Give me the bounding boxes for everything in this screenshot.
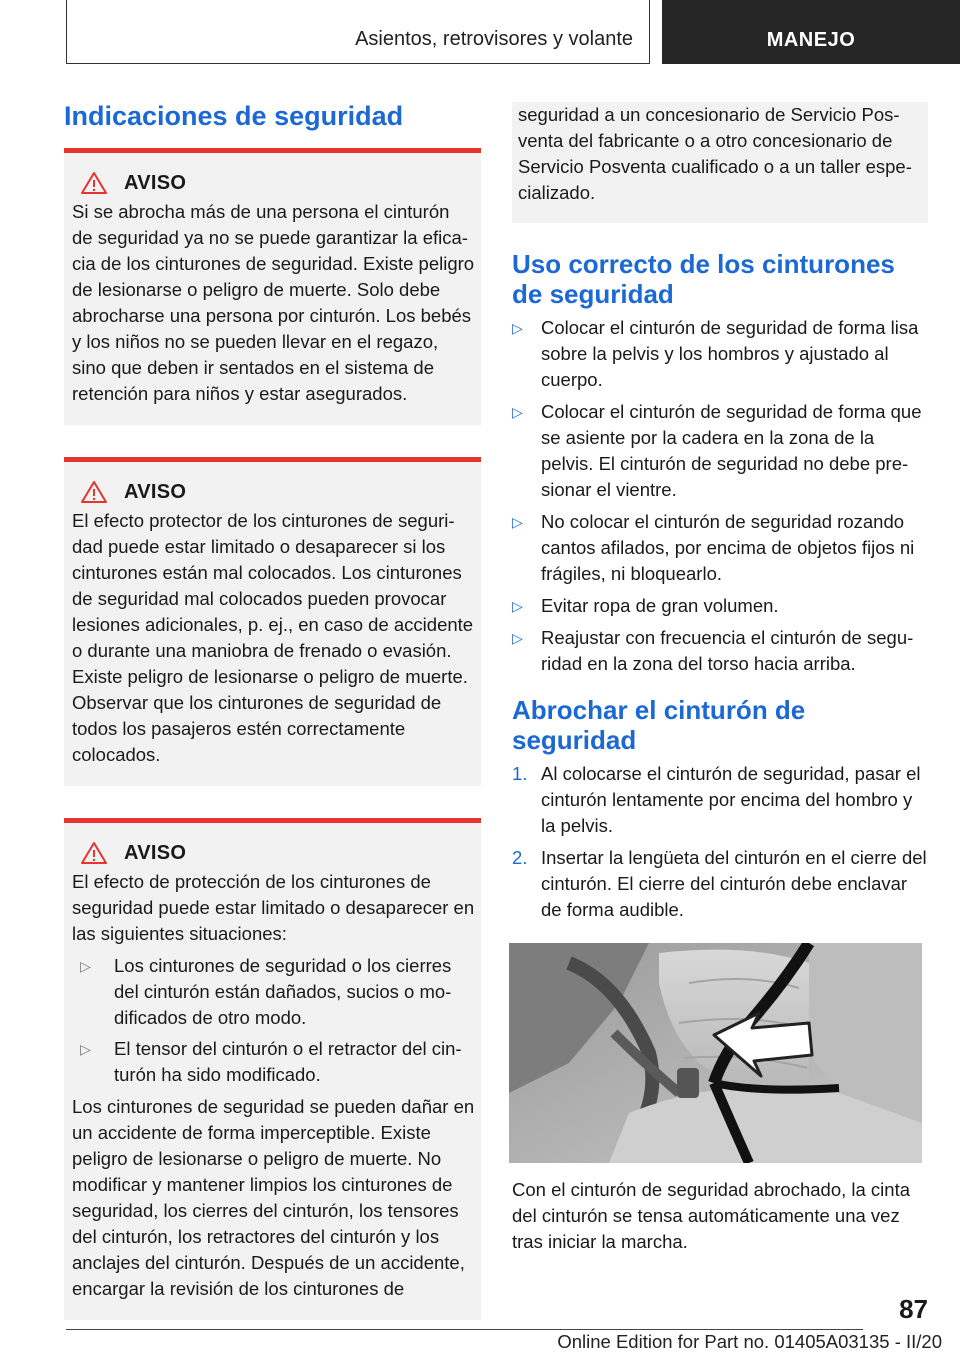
header-chapter-tab — [662, 0, 960, 64]
warning-title: AVISO — [124, 480, 187, 503]
page-number: 87 — [899, 1294, 928, 1324]
step-item: 1. Al colocarse el cinturón de seguridad, pasar el cinturón lentamente por encima del hombro y la pelvis. — [512, 763, 921, 836]
warning-box-3 — [64, 818, 481, 1320]
left-column — [64, 100, 481, 1340]
list-item: ▷ No colocar el cinturón de seguridad rozando cantos afilados, por encima de objetos fijos ni frágiles, ni bloquearlo. — [512, 509, 928, 587]
warning-continuation-box — [512, 102, 928, 223]
heading-safety-notes: Indicaciones de seguridad — [64, 101, 404, 131]
warning-title: AVISO — [124, 171, 187, 194]
warning-text: Si se abrocha más de una persona el cinturón de seguridad ya no se puede garantizar la eficacia de los cinturones de seguridad. Existe peligro de lesionarse o peligro de muerte. Solo debe abrocharse una persona por cinturón. Los bebés y los niños no se pueden llevar en el regazo, sino que deben ir sentados en el sistema de retención para niños y estar asegurados. — [72, 201, 475, 404]
warning-continuation-text: seguridad a un concesionario de Servicio Posventa del fabricante o a otro concesionario de Servicio Posventa cualificado o a un taller especializado. — [518, 104, 912, 203]
warning-triangle-icon — [80, 480, 108, 504]
list-item: ▷ Colocar el cinturón de seguridad de forma lisa sobre la pelvis y los hombros y ajustado al cuerpo. — [512, 315, 928, 393]
warning-box-2 — [64, 457, 481, 786]
section-title: Asientos, retrovisores y volante — [355, 28, 633, 50]
photo-caption: Con el cinturón de seguridad abrochado, la cinta del cinturón se tensa automáticamente una vez tras iniciar la marcha. — [512, 1179, 911, 1252]
chapter-title: MANEJO — [766, 29, 856, 51]
triangle-bullet-icon: ▷ — [80, 1041, 91, 1057]
warning-text: El efecto protector de los cinturones de seguridad puede estar limitado o desaparecer si los cinturones están mal colocados. Los cinturones de seguridad mal colocados pueden provocar lesiones adicionales, p. ej., en caso de accidente o durante una maniobra de frenado o evasión. Existe peligro de lesionarse o peligro de muerte. Observar que los cinturones de seguridad de todos los pasajeros estén correctamente colocados. — [72, 510, 474, 765]
warning-header — [72, 480, 475, 504]
seatbelt-photo — [509, 943, 922, 1163]
header-section-title — [66, 0, 650, 64]
triangle-bullet-icon: ▷ — [512, 514, 523, 530]
footer-edition: Online Edition for Part no. 01405A03135 - II/20 — [557, 1331, 942, 1352]
heading-correct-use: Uso correcto de los cinturones de seguridad — [512, 249, 895, 309]
triangle-bullet-icon: ▷ — [512, 320, 523, 336]
warning-intro: El efecto de protección de los cinturones de seguridad puede estar limitado o desaparecer en las siguientes situaciones: — [72, 871, 475, 944]
step-item: 2. Insertar la lengüeta del cinturón en el cierre del cinturón. El cierre del cinturón debe enclavar de forma audible. — [512, 847, 927, 920]
footer-divider — [66, 1329, 863, 1330]
right-column — [512, 102, 928, 1255]
fasten-steps-list — [512, 761, 928, 923]
warning-triangle-icon — [80, 171, 108, 195]
list-item: ▷ Evitar ropa de gran volumen. — [512, 593, 928, 619]
list-item: ▷ El tensor del cinturón o el retractor del cinturón ha sido modificado. — [80, 1036, 475, 1088]
triangle-bullet-icon: ▷ — [80, 958, 91, 974]
warning-triangle-icon — [80, 841, 108, 865]
warning-header — [72, 171, 475, 195]
correct-use-list — [512, 315, 928, 677]
triangle-bullet-icon: ▷ — [512, 404, 523, 420]
warning-header — [72, 841, 475, 865]
warning-situations-list — [72, 953, 475, 1088]
heading-fasten-belt: Abrochar el cinturón de seguridad — [512, 695, 806, 755]
list-item: ▷ Colocar el cinturón de seguridad de forma que se asiente por la cadera en la zona de la pelvis. El cinturón de seguridad no debe presionar el vientre. — [512, 399, 928, 503]
list-item: ▷ Reajustar con frecuencia el cinturón de seguridad en la zona del torso hacia arriba. — [512, 625, 928, 677]
warning-title: AVISO — [124, 841, 187, 864]
triangle-bullet-icon: ▷ — [512, 598, 523, 614]
triangle-bullet-icon: ▷ — [512, 630, 523, 646]
warning-box-1 — [64, 148, 481, 425]
list-item: ▷ Los cinturones de seguridad o los cierres del cinturón están dañados, sucios o modificados de otro modo. — [80, 953, 475, 1031]
warning-outro: Los cinturones de seguridad se pueden dañar en un accidente de forma imperceptible. Existe peligro de lesionarse o peligro de muerte. No modificar y mantener limpios los cinturones de seguridad, los cierres del cinturón, los tensores del cinturón, los retractores del cinturón y los anclajes del cinturón. Después de un accidente, encargar la revisión de los cinturones de — [72, 1096, 475, 1299]
